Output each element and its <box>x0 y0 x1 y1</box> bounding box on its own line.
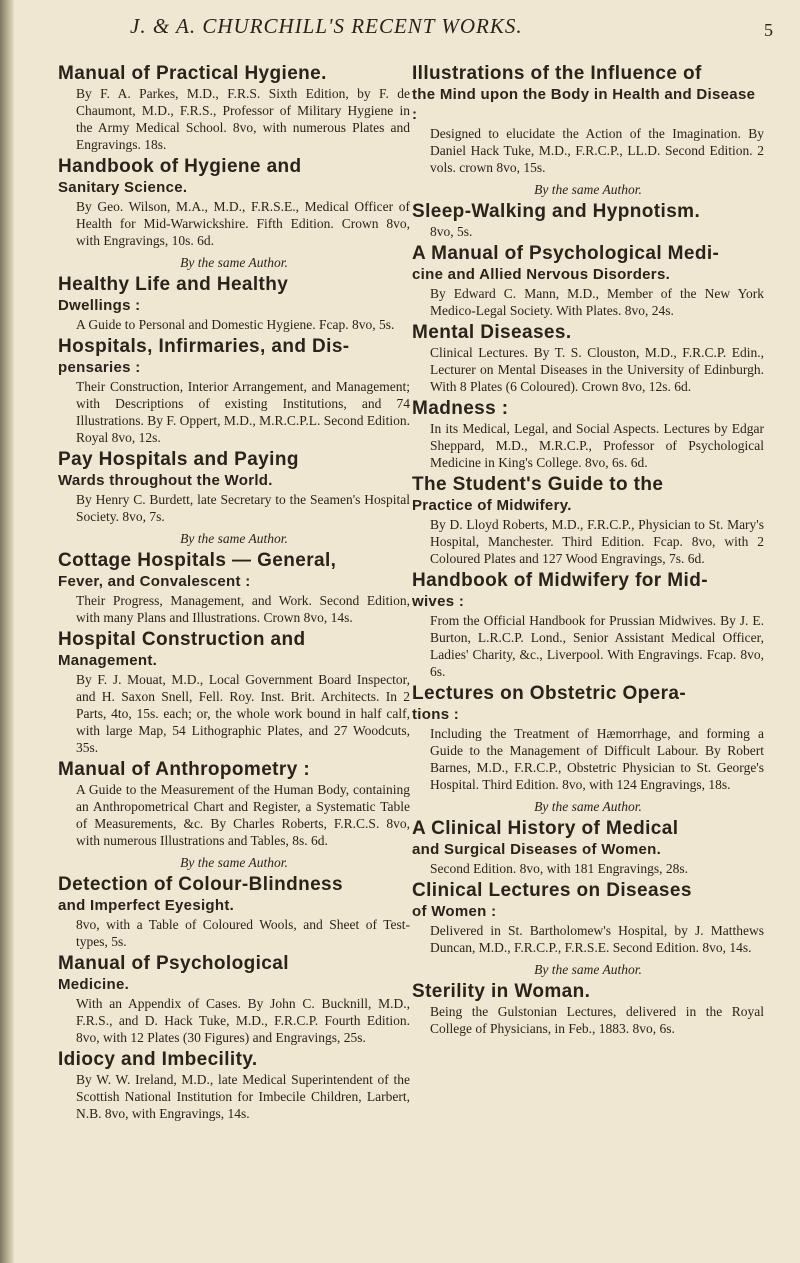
entry-title: Detection of Colour-Blindness <box>58 874 343 895</box>
catalogue-entry <box>58 1048 410 1122</box>
entry-subtitle: Practice of Midwifery. <box>412 497 572 514</box>
catalogue-entry <box>58 952 410 1046</box>
catalogue-entry <box>412 817 764 877</box>
running-head: J. & A. CHURCHILL'S RECENT WORKS. <box>130 14 523 38</box>
entry-title: Healthy Life and Healthy <box>58 274 289 295</box>
entry-subtitle: Medicine. <box>58 976 130 993</box>
catalogue-entry <box>412 242 764 319</box>
catalogue-entry <box>58 758 410 849</box>
entry-description: 8vo, with a Table of Coloured Wools, and Sheet of Test-types, 5s. <box>76 917 410 949</box>
catalogue-entry <box>58 448 410 525</box>
entry-subtitle: pensaries : <box>58 359 141 376</box>
catalogue-entry <box>58 273 410 333</box>
catalogue-entry <box>58 62 410 153</box>
entry-description: By W. W. Ireland, M.D., late Medical Superintendent of the Scottish National Institution for Imbecile Children, Larbert, N.B. 8vo, with Engravings, 14s. <box>76 1072 410 1121</box>
entry-description: By F. A. Parkes, M.D., F.R.S. Sixth Edition, by F. de Chaumont, M.D., F.R.S., Professor of Military Hygiene in the Army Medical School. 8vo, with numerous Plates and Engravings. 18s. <box>76 86 410 152</box>
entry-title: Hospital Construction and <box>58 629 306 650</box>
entry-title: Sleep-Walking and Hypnotism. <box>412 201 701 222</box>
entry-title: Sterility in Woman. <box>412 981 591 1002</box>
entry-subtitle: wives : <box>412 593 465 610</box>
entry-description: 8vo, 5s. <box>430 224 473 239</box>
entry-subtitle: Sanitary Science. <box>58 179 188 196</box>
entry-subtitle: Management. <box>58 652 158 669</box>
entry-description: By Geo. Wilson, M.A., M.D., F.R.S.E., Medical Officer of Health for Mid-Warwickshire. Fifth Edition. Crown 8vo, with Engravings, 10s. 6d. <box>76 199 410 248</box>
entry-title: Clinical Lectures on Diseases <box>412 880 692 901</box>
entry-title: A Manual of Psychological Medi- <box>412 243 720 264</box>
catalogue-entry <box>58 873 410 950</box>
entry-title: Lectures on Obstetric Opera- <box>412 683 687 704</box>
catalogue-entry <box>412 980 764 1037</box>
entry-description: By F. J. Mouat, M.D., Local Government Board Inspector, and H. Saxon Snell, Fell. Roy. Inst. Brit. Architects. In 2 Parts, 4to, 15s. each; or, the whole work bound in half calf, with large Map, 54 Lithographic Plates, and 27 Woodcuts, 35s. <box>76 672 410 755</box>
entry-title: Mental Diseases. <box>412 322 572 343</box>
entry-title: Idiocy and Imbecility. <box>58 1049 258 1070</box>
entry-description: Including the Treatment of Hæmorrhage, and forming a Guide to the Management of Difficult Labour. By Robert Barnes, M.D., F.R.C.P., Obstetric Physician to St. George's Hospital. Third Edition. 8vo, with 124 Engravings, 18s. <box>430 726 764 792</box>
catalogue-entry <box>412 879 764 956</box>
entry-title: Manual of Practical Hygiene. <box>58 63 327 84</box>
same-author-note: By the same Author. <box>180 855 288 870</box>
entry-description: Being the Gulstonian Lectures, delivered in the Royal College of Physicians, in Feb., 1883. 8vo, 6s. <box>430 1004 764 1036</box>
entry-description: A Guide to the Measurement of the Human Body, containing an Anthropometrical Chart and Register, a Systematic Table of Measurements, &c. By Charles Roberts, F.R.C.S. 8vo, with numerous Illustrations and Tables, 8s. 6d. <box>76 782 410 848</box>
catalogue-entry <box>58 549 410 626</box>
catalogue-entry <box>412 397 764 471</box>
same-author-note: By the same Author. <box>534 182 642 197</box>
right-column <box>412 62 764 1039</box>
entry-title: Hospitals, Infirmaries, and Dis- <box>58 336 350 357</box>
entry-title: Madness : <box>412 398 509 419</box>
entry-title: Manual of Anthropometry : <box>58 759 311 780</box>
entry-description: A Guide to Personal and Domestic Hygiene. Fcap. 8vo, 5s. <box>76 317 395 332</box>
catalogue-entry <box>412 200 764 240</box>
entry-subtitle: Wards throughout the World. <box>58 472 273 489</box>
entry-description: By Henry C. Burdett, late Secretary to the Seamen's Hospital Society. 8vo, 7s. <box>76 492 410 524</box>
entry-subtitle: tions : <box>412 706 460 723</box>
entry-description: By Edward C. Mann, M.D., Member of the New York Medico-Legal Society. With Plates. 8vo, 24s. <box>430 286 764 318</box>
same-author-note: By the same Author. <box>180 255 288 270</box>
catalogue-entry <box>412 473 764 567</box>
catalogue-entry <box>412 321 764 395</box>
catalogue-entry <box>412 62 764 176</box>
entry-subtitle: and Surgical Diseases of Women. <box>412 841 662 858</box>
entry-description: From the Official Handbook for Prussian Midwives. By J. E. Burton, L.R.C.P. Lond., Senior Assistant Medical Officer, Ladies' Charity, &c., Liverpool. With Engravings. Fcap. 8vo, 6s. <box>430 613 764 679</box>
same-author-note: By the same Author. <box>534 799 642 814</box>
left-column <box>58 62 410 1124</box>
entry-subtitle: Dwellings : <box>58 297 141 314</box>
page-binding-edge <box>0 0 14 1263</box>
entry-description: By D. Lloyd Roberts, M.D., F.R.C.P., Physician to St. Mary's Hospital, Manchester. Third Edition. Fcap. 8vo, with 2 Coloured Plates and 127 Wood Engravings, 7s. 6d. <box>430 517 764 566</box>
entry-subtitle: cine and Allied Nervous Disorders. <box>412 266 671 283</box>
entry-title: A Clinical History of Medical <box>412 818 679 839</box>
entry-description: Clinical Lectures. By T. S. Clouston, M.D., F.R.C.P. Edin., Lecturer on Mental Diseases in the University of Edinburgh. With 8 Plates (6 Coloured). Crown 8vo, 12s. 6d. <box>430 345 764 394</box>
catalogue-entry <box>412 682 764 793</box>
entry-description: Their Progress, Management, and Work. Second Edition, with many Plans and Illustrations. Crown 8vo, 14s. <box>76 593 410 625</box>
entry-title: Manual of Psychological <box>58 953 289 974</box>
catalogue-entry <box>412 569 764 680</box>
entry-description: Delivered in St. Bartholomew's Hospital, by J. Matthews Duncan, M.D., F.R.C.P., F.R.S.E. Second Edition. 8vo, 14s. <box>430 923 764 955</box>
entry-subtitle: Fever, and Convalescent : <box>58 573 251 590</box>
entry-description: Their Construction, Interior Arrangement, and Management; with Descriptions of existing Institutions, and 74 Illustrations. By F. Oppert, M.D., M.R.C.P.L. Second Edition. Royal 8vo, 12s. <box>76 379 410 445</box>
entry-description: Designed to elucidate the Action of the Imagination. By Daniel Hack Tuke, M.D., F.R.C.P., LL.D. Second Edition. 2 vols. crown 8vo, 15s. <box>430 126 764 175</box>
same-author-note: By the same Author. <box>534 962 642 977</box>
entry-subtitle: of Women : <box>412 903 497 920</box>
entry-subtitle: and Imperfect Eyesight. <box>58 897 235 914</box>
entry-title: Handbook of Midwifery for Mid- <box>412 570 708 591</box>
page-number: 5 <box>764 20 773 40</box>
entry-description: With an Appendix of Cases. By John C. Bucknill, M.D., F.R.S., and D. Hack Tuke, M.D., F.R.C.P. Fourth Edition. 8vo, with 12 Plates (30 Figures) and Engravings, 25s. <box>76 996 410 1045</box>
catalogue-entry <box>58 335 410 446</box>
entry-title: The Student's Guide to the <box>412 474 664 495</box>
entry-description: Second Edition. 8vo, with 181 Engravings, 28s. <box>430 861 688 876</box>
entry-subtitle: the Mind upon the Body in Health and Disease : <box>412 86 756 123</box>
entry-description: In its Medical, Legal, and Social Aspects. Lectures by Edgar Sheppard, M.D., M.R.C.P., Professor of Psychological Medicine in King's College. 8vo, 6s. 6d. <box>430 421 764 470</box>
entry-title: Handbook of Hygiene and <box>58 156 302 177</box>
entry-title: Illustrations of the Influence of <box>412 63 702 84</box>
catalogue-entry <box>58 155 410 249</box>
catalogue-entry <box>58 628 410 756</box>
same-author-note: By the same Author. <box>180 531 288 546</box>
entry-title: Cottage Hospitals — General, <box>58 550 337 571</box>
entry-title: Pay Hospitals and Paying <box>58 449 299 470</box>
